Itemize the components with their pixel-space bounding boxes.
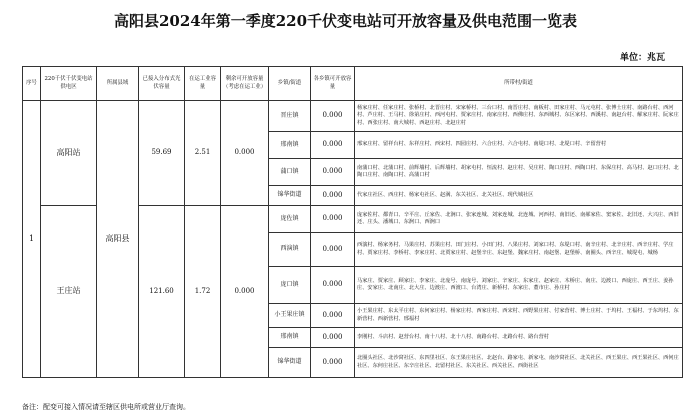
villages-cell: 杨家庄村、任家庄村、张桥村、北晋庄村、宋家桥村、三台口村、南晋庄村、南板村、田家庄村、马元屯村、张博士庄村、南路台村、西河村、芦庄村、王马村、徐第庄村、西河屯村、贾家庄村、南家庄村、西佛庄村、东西城村、东区家村、西溪村、南赵台村、解家庄村、阮家庄村、西张庄村、南大城村、西赵庄村、北赵庄村: [355, 101, 683, 132]
town-cell: 晋庄镇: [269, 101, 311, 132]
villages-cell: 小王果庄村、东太平庄村、东何家庄村、杨家庄村、西家庄村、西宋村、西野果庄村、付家营村、博士庄村、于坞村、王福村、于东坞村、东新营村、西新营村、邢福村: [355, 304, 683, 328]
town-cell: 锦华街道: [269, 348, 311, 378]
town-capacity-cell: 0.000: [311, 159, 355, 186]
seq-cell: 1: [23, 101, 41, 378]
load-cell: 1.72: [185, 206, 221, 378]
remaining-cell: 0.000: [221, 206, 269, 378]
villages-cell: 庞家佐村、都青口、辛平庄、丘家佐、北涧口、张家连城、刘家连城、北连城、河西村、南旧还、南郝家佐、窦家佐、北旧还、大兴庄、西旧还、庄头、潘城口、东涧口、西涧口: [355, 206, 683, 233]
unit-label: 单位：兆瓦: [619, 53, 665, 63]
villages-cell: 邢家庄村、留祥台村、东祥庄村、西宋村、四园庄村、六合庄村、六合屯村、南堤口村、北堤口村、辛留营村: [355, 132, 683, 159]
county-cell: 高阳县: [97, 101, 139, 378]
town-capacity-cell: 0.000: [311, 132, 355, 159]
town-cell: 小王果庄镇: [269, 304, 311, 328]
page-title: 高阳县2024年第一季度220千伏变电站可开放容量及供电范围一览表: [113, 12, 578, 30]
station-cell: 高阳站: [41, 101, 97, 206]
villages-cell: 南蒲口村、北蒲口村、前辉墙村、后辉墙村、胡家屯村、恒流村、赵庄村、吴庄村、陶口庄村、西陶口村、东保庄村、高马村、赵口庄村、北陶口庄村、南陶口村、高蒲口村: [355, 159, 683, 186]
town-capacity-cell: 0.000: [311, 206, 355, 233]
town-cell: 邢南镇: [269, 132, 311, 159]
town-capacity-cell: 0.000: [311, 304, 355, 328]
header-county: 所属县域: [97, 67, 139, 101]
header-row: [23, 67, 683, 101]
town-capacity-cell: 0.000: [311, 267, 355, 304]
header-remaining: 剩余可开放容量（考虑在运工业）: [221, 67, 269, 101]
connected-cell: 59.69: [139, 101, 185, 206]
header-town-capacity: 各乡镇可开放容量: [311, 67, 355, 101]
town-cell: 西演镇: [269, 233, 311, 267]
town-cell: 邢南镇: [269, 328, 311, 348]
header-connected: 已接入分布式光伏容量: [139, 67, 185, 101]
header-town: 乡镇/街道: [269, 67, 311, 101]
header-villages: 所带村/街道: [355, 67, 683, 101]
town-cell: 锦华街道: [269, 186, 311, 206]
header-station: 220千伏千伏变电站供电区: [41, 67, 97, 101]
header-load: 在运工业容量: [185, 67, 221, 101]
town-capacity-cell: 0.000: [311, 328, 355, 348]
town-capacity-cell: 0.000: [311, 186, 355, 206]
town-capacity-cell: 0.000: [311, 348, 355, 378]
footnote: 备注：配变可接入情况请至辖区供电所或营业厅查询。: [22, 403, 190, 411]
villages-cell: 北圈头社区、北沙窝社区、东四里社区、东王果庄社区、北赵台、路家屯、新家屯、南沙窝社区、北关社区、西王果庄、西王果社区、西何庄社区、东何庄社区、东辛庄社区、北留村社区、东关社区、西关社区、西街社区: [355, 348, 683, 378]
remaining-cell: 0.000: [221, 101, 269, 206]
villages-cell: 代家庄社区、西庄村、杨家屯社区、赵满、东关社区、北关社区、现代城社区: [355, 186, 683, 206]
station-cell: 王庄站: [41, 206, 97, 378]
header-seq: 序号: [23, 67, 41, 101]
town-cell: 蒲口镇: [269, 159, 311, 186]
villages-cell: 李刚村、斗店村、赵营台村、南十八村、北十八村、南路台村、北路台村、路台营村: [355, 328, 683, 348]
town-capacity-cell: 0.000: [311, 233, 355, 267]
connected-cell: 121.60: [139, 206, 185, 378]
town-cell: 庞佐镇: [269, 206, 311, 233]
town-capacity-cell: 0.000: [311, 101, 355, 132]
capacity-table: [22, 66, 683, 378]
villages-cell: 马家庄、贾家庄、顾家庄、李家庄、北庞号、南庞号、刘家庄、辛家庄、东家庄、赵家庄、木桥庄、南庄、边渡口、西庞庄、西王庄、姜孙庄、安家庄、北南庄、北大庄、边渡庄、西渡口、台湾庄、新桥村、东家庄、董市庄、孙庄村: [355, 267, 683, 304]
villages-cell: 西演村、杨家务村、马果庄村、苏果庄村、田门庄村、小田门村、八果庄村、刘家口村、东堤口村、南辛庄村、北辛庄村、西辛庄村、学庄村、贾家庄村、李桥村、李家庄村、北贾家庄村、赵堡辛庄、东赵堡、魏家庄村、南赵堡、赵堡桥、南圈头、西辛庄、城堤屯、城杨: [355, 233, 683, 267]
load-cell: 2.51: [185, 101, 221, 206]
table-row: [23, 101, 683, 132]
town-cell: 庞口镇: [269, 267, 311, 304]
